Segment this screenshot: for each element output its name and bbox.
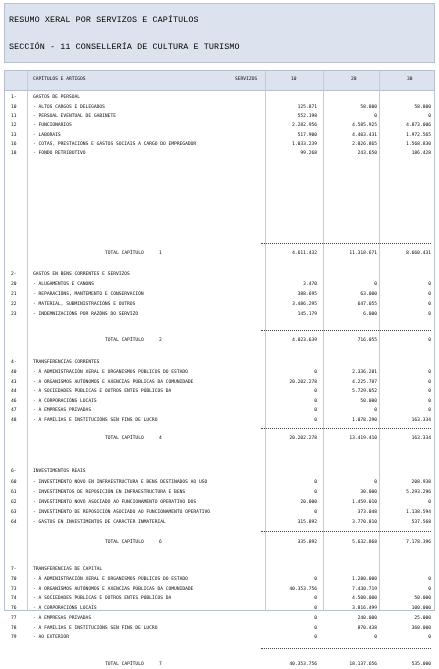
value-service-10: 0 [314, 616, 317, 621]
article-code: 48 [11, 418, 17, 423]
article-code: 61 [11, 490, 17, 495]
value-service-30: 5.293.296 [406, 490, 431, 495]
chapter-code: 6- [11, 469, 17, 474]
value-service-20: 4.500.000 [352, 596, 377, 601]
article-label: - AO EXTERIOR [33, 635, 69, 640]
table-row [5, 112, 434, 121]
article-label: - INDEMNIZACIÓNS POR RAZÓNS DO SERVIZO [33, 312, 139, 317]
table-row [5, 594, 434, 603]
header-service-20: 20 [351, 77, 357, 82]
value-service-20: 7.430.719 [352, 587, 377, 592]
table-row [5, 131, 434, 140]
total-service-10: 4.611.432 [292, 251, 317, 256]
total-service-20: 716.055 [357, 338, 377, 343]
table-row [5, 378, 434, 387]
article-code: 77 [11, 616, 17, 621]
total-chapter-number: 7 [159, 662, 162, 667]
total-chapter-number: 1 [159, 251, 162, 256]
total-service-30: 0 [428, 338, 431, 343]
value-service-10: 552.198 [297, 114, 317, 119]
article-label: - A FAMILIAS E INSTITUCIÓNS SEN FINS DE LUCRO [33, 418, 158, 423]
total-chapter-number: 6 [159, 540, 162, 545]
chapter-header [5, 358, 434, 367]
article-code: 46 [11, 399, 17, 404]
value-service-10: 1.033.239 [292, 142, 317, 147]
article-label: - FONDO RETRIBUTIVO [33, 151, 86, 156]
value-service-30: 0 [428, 302, 431, 307]
article-code: 63 [11, 510, 17, 515]
report-header [4, 3, 435, 63]
article-label: - ALUGAMENTOS E CANONS [33, 282, 94, 287]
value-service-20: 4.225.787 [352, 380, 377, 385]
value-service-10: 0 [314, 490, 317, 495]
article-code: 20 [11, 282, 17, 287]
section-title: SECCIÓN - 11 CONSELLERÍA DE CULTURA E TURISMO [9, 42, 240, 52]
total-separator [261, 330, 431, 331]
table-row [5, 478, 434, 487]
chapter-total-row [5, 249, 434, 258]
value-service-20: 373.048 [357, 510, 377, 515]
article-code: 11 [11, 114, 17, 119]
value-service-20: 0 [374, 635, 377, 640]
chapter-name: GASTOS DE PERSOAL [33, 95, 81, 100]
article-code: 60 [11, 480, 17, 485]
chapter-name: INVESTIMENTOS REAIS [33, 469, 86, 474]
article-label: - A EMPRESAS PRIVADAS [33, 408, 92, 413]
article-code: 43 [11, 380, 17, 385]
table-row [5, 310, 434, 319]
total-service-30: 163.334 [411, 436, 431, 441]
article-code: 40 [11, 370, 17, 375]
value-service-30: 0 [428, 370, 431, 375]
value-service-20: 2.026.865 [352, 142, 377, 147]
total-service-20: 13.419.410 [349, 436, 377, 441]
table-row [5, 368, 434, 377]
total-label: TOTAL CAPÍTULO [105, 251, 144, 256]
article-code: 73 [11, 587, 17, 592]
total-separator [261, 531, 431, 532]
table-row [5, 604, 434, 613]
value-service-10: 0 [314, 596, 317, 601]
value-service-10: 0 [314, 408, 317, 413]
value-service-20: 3.816.499 [352, 606, 377, 611]
article-label: - Á ADMINISTRACIÓN XERAL E ORGANISMOS PÚBLICOS DO ESTADO [33, 577, 188, 582]
value-service-20: 63.000 [360, 292, 377, 297]
value-service-10: 3.470 [303, 282, 317, 287]
article-code: 78 [11, 626, 17, 631]
article-code: 47 [11, 408, 17, 413]
header-service-30: 30 [407, 77, 413, 82]
value-service-20: 0 [374, 282, 377, 287]
value-service-20: 30.000 [360, 490, 377, 495]
value-service-20: 2.336.281 [352, 370, 377, 375]
chapter-total-row [5, 538, 434, 547]
value-service-30: 163.334 [411, 418, 431, 423]
value-service-30: 0 [428, 587, 431, 592]
article-code: 10 [11, 105, 17, 110]
table-header [5, 71, 434, 91]
value-service-20: 0 [374, 480, 377, 485]
table-row [5, 518, 434, 527]
chapter-header [5, 93, 434, 102]
value-service-20: 3.770.810 [352, 520, 377, 525]
value-service-20: 4.585.925 [352, 123, 377, 128]
article-code: 70 [11, 577, 17, 582]
total-chapter-number: 2 [159, 338, 162, 343]
value-service-30: 25.000 [414, 616, 431, 621]
total-service-30: 535.000 [411, 662, 431, 667]
value-service-20: 0 [374, 408, 377, 413]
value-service-30: 1.568.830 [406, 142, 431, 147]
article-label: - INVESTIMENTO NOVO EN INFRAESTRUCTURA E BENS DESTINADOS AO USO [33, 480, 208, 485]
value-service-30: 100.000 [411, 606, 431, 611]
total-service-30: 7.178.396 [406, 540, 431, 545]
value-service-30: 0 [428, 399, 431, 404]
article-label: - REPARACIÓNS, MANTEMENTO E CONSERVACIÓN [33, 292, 144, 297]
value-service-20: 58.800 [360, 105, 377, 110]
chapter-total-row [5, 336, 434, 345]
value-service-20: 4.403.431 [352, 133, 377, 138]
value-service-20: 6.000 [363, 312, 377, 317]
value-service-10: 0 [314, 418, 317, 423]
article-code: 22 [11, 302, 17, 307]
article-label: - GASTOS EN INVESTIMENTOS DE CARÁCTER INMATERIAL [33, 520, 166, 525]
article-label: - INVESTIMENTOS DE REPOSICIÓN EN INFRAESTRUCTURA E BENS [33, 490, 186, 495]
value-service-10: 20.000 [300, 500, 317, 505]
article-label: - ALTOS CARGOS E DELEGADOS [33, 105, 105, 110]
chapter-header [5, 565, 434, 574]
article-label: - INVESTIMENTO NOVO ASOCIADO AO FUNCIONAMENTO OPERATIVO DOS [33, 500, 197, 505]
value-service-30: 0 [428, 292, 431, 297]
table-row [5, 498, 434, 507]
value-service-30: 0 [428, 500, 431, 505]
article-code: 79 [11, 635, 17, 640]
total-service-20: 18.137.656 [349, 662, 377, 667]
value-service-10: 145.179 [297, 312, 317, 317]
chapter-code: 7- [11, 567, 17, 572]
total-service-10: 40.353.756 [289, 662, 317, 667]
chapter-total-row [5, 434, 434, 443]
article-label: - A CORPORACIÓNS LOCAIS [33, 606, 97, 611]
total-chapter-number: 4 [159, 436, 162, 441]
chapter-code: 1- [11, 95, 17, 100]
report-title: RESUMO XERAL POR SERVIZOS E CAPÍTULOS [9, 15, 199, 25]
article-code: 13 [11, 133, 17, 138]
table-row [5, 140, 434, 149]
header-concept: CAPÍTULOS E ARTIGOS [33, 77, 86, 82]
article-label: - A CORPORACIÓNS LOCAIS [33, 399, 97, 404]
value-service-10: 0 [314, 389, 317, 394]
total-label: TOTAL CAPÍTULO [105, 436, 144, 441]
value-service-10: 0 [314, 635, 317, 640]
value-service-30: 0 [428, 635, 431, 640]
table-row [5, 614, 434, 623]
total-label: TOTAL CAPÍTULO [105, 338, 144, 343]
total-label: TOTAL CAPÍTULO [105, 662, 144, 667]
value-service-30: 4.873.006 [406, 123, 431, 128]
article-label: - LABORAIS [33, 133, 61, 138]
total-service-20: 5.632.868 [352, 540, 377, 545]
chapter-name: TRANSFERENCIAS DE CAPITAL [33, 567, 103, 572]
value-service-20: 1.459.010 [352, 500, 377, 505]
article-code: 74 [11, 596, 17, 601]
table-row [5, 416, 434, 425]
value-service-20: 240.000 [357, 616, 377, 621]
article-label: - A ORGANISMOS AUTÓNOMOS E AXENCIAS PÚBLICAS DA COMUNIDADE [33, 380, 194, 385]
value-service-10: 0 [314, 480, 317, 485]
table-row [5, 585, 434, 594]
chapter-header [5, 467, 434, 476]
value-service-10: 3.486.295 [292, 302, 317, 307]
header-service-10: 10 [291, 77, 297, 82]
value-service-10: 2.282.956 [292, 123, 317, 128]
chapter-header [5, 270, 434, 279]
article-label: - A ORGANISMOS AUTÓNOMOS E AXENCIAS PÚBLICAS DA COMUNIDADE [33, 587, 194, 592]
table-row [5, 121, 434, 130]
article-label: - A FAMILIAS E INSTITUCIÓNS SEN FINS DE LUCRO [33, 626, 158, 631]
value-service-30: 208.938 [411, 480, 431, 485]
article-code: 18 [11, 151, 17, 156]
value-service-10: 315.892 [297, 520, 317, 525]
article-code: 76 [11, 606, 17, 611]
article-label: - A SOCIEDADES PÚBLICAS E OUTROS ENTES PÚBLICOS DA [33, 389, 172, 394]
value-service-20: 1.078.290 [352, 418, 377, 423]
value-service-20: 5.729.052 [352, 389, 377, 394]
value-service-10: 0 [314, 510, 317, 515]
value-service-10: 517.900 [297, 133, 317, 138]
value-service-10: 125.871 [297, 105, 317, 110]
budget-table [4, 70, 435, 667]
value-service-30: 0 [428, 577, 431, 582]
article-label: - Á ADMINISTRACIÓN XERAL E ORGANISMOS PÚBLICOS DO ESTADO [33, 370, 188, 375]
chapter-name: GASTOS EN BENS CORRENTES E SERVIZOS [33, 272, 130, 277]
article-code: 62 [11, 500, 17, 505]
total-service-20: 11.318.671 [349, 251, 377, 256]
value-service-10: 388.695 [297, 292, 317, 297]
value-service-30: 0 [428, 408, 431, 413]
value-service-10: 99.268 [300, 151, 317, 156]
table-row [5, 290, 434, 299]
value-service-30: 537.568 [411, 520, 431, 525]
total-service-10: 20.202.278 [289, 436, 317, 441]
article-label: - INVESTIMENTO DE REPOSICIÓN ASOCIADO AO FUNCIONAMENTO OPERATIVO [33, 510, 211, 515]
table-row [5, 406, 434, 415]
value-service-30: 50.000 [414, 596, 431, 601]
article-code: 21 [11, 292, 17, 297]
header-services: SERVIZOS [235, 77, 258, 82]
total-service-30: 8.660.431 [406, 251, 431, 256]
value-service-30: 0 [428, 380, 431, 385]
table-row [5, 624, 434, 633]
value-service-20: 50.000 [360, 399, 377, 404]
value-service-20: 0 [374, 114, 377, 119]
value-service-10: 0 [314, 606, 317, 611]
total-separator [261, 243, 431, 244]
article-code: 12 [11, 123, 17, 128]
article-code: 23 [11, 312, 17, 317]
value-service-30: 360.000 [411, 626, 431, 631]
total-separator [261, 648, 431, 649]
value-service-30: 1.138.594 [406, 510, 431, 515]
value-service-10: 20.202.278 [289, 380, 317, 385]
total-label: TOTAL CAPÍTULO [105, 540, 144, 545]
total-service-10: 335.892 [297, 540, 317, 545]
value-service-30: 0 [428, 114, 431, 119]
value-service-10: 0 [314, 577, 317, 582]
table-row [5, 103, 434, 112]
total-separator [261, 428, 431, 429]
article-label: - MATERIAL, SUBMINISTRACIÓNS E OUTROS [33, 302, 136, 307]
article-label: - A SOCIEDADES PÚBLICAS E OUTROS ENTES PÚBLICOS DA [33, 596, 172, 601]
value-service-20: 1.280.000 [352, 577, 377, 582]
value-service-30: 0 [428, 312, 431, 317]
table-row [5, 397, 434, 406]
chapter-code: 4- [11, 360, 17, 365]
value-service-30: 0 [428, 282, 431, 287]
article-label: - PERSOAL EVENTUAL DE GABINETE [33, 114, 116, 119]
article-label: - COTAS, PRESTACIÓNS E GASTOS SOCIAIS A CARGO DO EMPREGADOR [33, 142, 197, 147]
article-code: 16 [11, 142, 17, 147]
article-code: 64 [11, 520, 17, 525]
chapter-code: 2- [11, 272, 17, 277]
table-row [5, 508, 434, 517]
value-service-20: 647.055 [357, 302, 377, 307]
value-service-30: 0 [428, 389, 431, 394]
table-row [5, 633, 434, 642]
total-service-10: 4.023.639 [292, 338, 317, 343]
table-row [5, 280, 434, 289]
value-service-20: 243.650 [357, 151, 377, 156]
value-service-10: 0 [314, 370, 317, 375]
value-service-10: 0 [314, 626, 317, 631]
value-service-30: 58.800 [414, 105, 431, 110]
value-service-10: 40.353.756 [289, 587, 317, 592]
table-row [5, 488, 434, 497]
article-code: 44 [11, 389, 17, 394]
value-service-10: 0 [314, 399, 317, 404]
table-row [5, 149, 434, 158]
chapter-name: TRANSFERENCIAS CORRENTES [33, 360, 100, 365]
value-service-30: 186.428 [411, 151, 431, 156]
chapter-total-row [5, 660, 434, 669]
value-service-20: 870.438 [357, 626, 377, 631]
article-label: - A EMPRESAS PRIVADAS [33, 616, 92, 621]
table-row [5, 300, 434, 309]
table-row [5, 387, 434, 396]
article-label: - FUNCIONARIOS [33, 123, 72, 128]
table-row [5, 575, 434, 584]
value-service-30: 1.972.565 [406, 133, 431, 138]
